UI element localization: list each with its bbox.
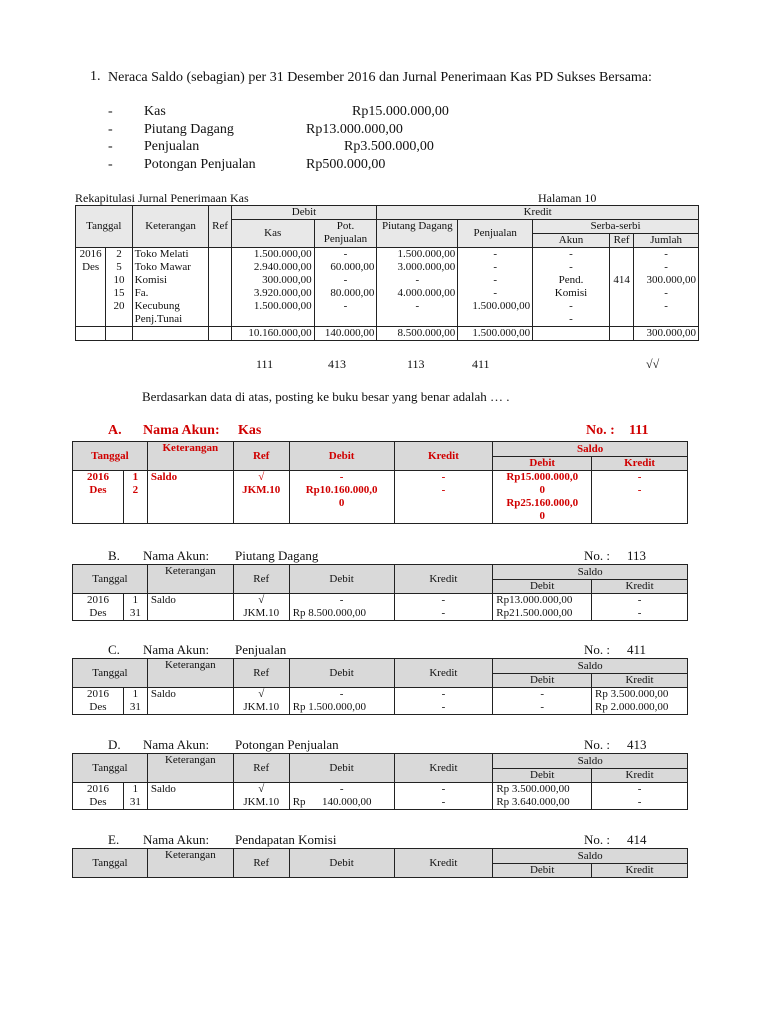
balance-item [108,104,508,122]
ledger-col-saldo: Saldo [493,849,688,864]
option-e-no: 414 [627,832,647,847]
rekap-row [76,313,699,327]
ledger-saldo-kredit: - [592,607,688,621]
col-piutang-dagang: Piutang Dagang [377,220,458,248]
col-debit: Debit [231,206,377,220]
ledger-saldo-kredit: - [592,471,688,485]
ledger-year: Des [73,701,124,715]
ledger-col-saldo-kredit: Kredit [592,674,688,688]
ledger-table-komisi [72,848,688,878]
cell-kas: 1.500.000,00 [231,248,314,262]
ledger-kredit: - [394,783,493,797]
cell-akun: - [533,300,610,313]
ledger-ref: JKM.10 [233,701,289,715]
cell-year: 2016 [76,248,106,262]
ledger-ket: Saldo [147,688,233,702]
cell-kas: 2.940.000,00 [231,261,314,274]
cell-jumlah: - [634,300,699,313]
ledger-row [73,497,688,510]
cell-day [106,313,132,327]
ledger-row [73,783,688,797]
ledger-col-saldo-debit: Debit [493,580,592,594]
ledger-saldo-debit: 0 [493,484,592,497]
ledger-row [73,471,688,485]
ledger-row [73,607,688,621]
ledger-row [73,510,688,524]
cell-piutang: 3.000.000,00 [377,261,458,274]
ledger-ket [147,796,233,810]
option-e-no-label: No. : [584,832,610,847]
option-c-no: 411 [627,642,647,657]
col-tanggal: Tanggal [76,206,133,248]
item-dash: - [108,122,113,137]
cell-akun: Pend. [533,274,610,287]
code-pot: 413 [328,357,346,371]
code-jumlah: √√ [646,357,660,371]
ledger-col-tanggal: Tanggal [73,565,148,594]
rekap-table [75,205,699,341]
total-piutang: 8.500.000,00 [377,327,458,341]
item-value: Rp3.500.000,00 [344,139,434,154]
ledger-col-saldo-debit: Debit [493,769,592,783]
cell-akun: Komisi [533,287,610,300]
rekap-total-row [76,327,699,341]
ledger-ket [147,484,233,497]
col-jumlah: Jumlah [634,234,699,248]
total-penj: 1.500.000,00 [458,327,533,341]
cell-ket: Komisi [132,274,209,287]
option-e-label: Nama Akun: [143,832,210,847]
option-d-account: Potongan Penjualan [235,737,339,752]
option-b-no: 113 [627,548,647,563]
cell-pot: - [314,274,377,287]
ledger-table-potongan [72,753,688,810]
balance-item [108,122,508,140]
ledger-ref: √ [233,594,289,608]
option-a-label: Nama Akun: [143,423,220,438]
col-ref2: Ref [609,234,633,248]
ledger-col-keterangan: Keterangan [147,849,233,878]
ledger-col-debit: Debit [289,659,394,688]
rekap-page: Halaman 10 [538,191,597,205]
cell-ket: Fa. [132,287,209,300]
item-value: Rp13.000.000,00 [306,122,403,137]
item-name: Potongan Penjualan [144,157,256,172]
ledger-debit: Rp 1.500.000,00 [289,701,394,715]
ledger-col-ref: Ref [233,849,289,878]
ledger-debit: - [289,783,394,797]
option-a-account: Kas [238,423,262,438]
item-name: Penjualan [144,139,200,154]
col-pot-penjualan: Pot. Penjualan [314,220,377,248]
ledger-col-saldo-kredit: Kredit [592,864,688,878]
ledger-col-saldo-kredit: Kredit [592,580,688,594]
ledger-saldo-debit: 0 [493,510,592,524]
option-a-no: 111 [629,423,649,438]
ledger-kredit: - [394,484,493,497]
cell-year [76,274,106,287]
cell-jumlah: - [634,248,699,262]
cell-akun: - [533,248,610,262]
option-c-no-label: No. : [584,642,610,657]
ledger-day: 31 [123,701,147,715]
ledger-ref: JKM.10 [233,607,289,621]
ledger-year: 2016 [73,783,124,797]
ledger-day: 1 [123,688,147,702]
ledger-col-saldo: Saldo [493,442,688,457]
option-d-label: Nama Akun: [143,737,210,752]
option-c-letter: C. [108,642,120,657]
option-c-account: Penjualan [235,642,287,657]
cell-ref2 [609,261,633,274]
cell-year [76,300,106,313]
option-e-letter: E. [108,832,120,847]
ledger-col-ref: Ref [233,754,289,783]
cell-day: 5 [106,261,132,274]
ledger-table-piutang [72,564,688,621]
col-ref: Ref [209,206,231,248]
cell-jumlah: - [634,261,699,274]
col-keterangan: Keterangan [132,206,209,248]
ledger-ref: √ [233,783,289,797]
ledger-col-saldo-debit: Debit [493,457,592,471]
ledger-kredit: - [394,701,493,715]
cell-ref [209,261,231,274]
ledger-col-tanggal: Tanggal [73,659,148,688]
ledger-day: 1 [123,783,147,797]
ledger-ket [147,701,233,715]
ledger-saldo-debit: - [493,701,592,715]
ledger-col-kredit: Kredit [394,754,493,783]
cell-pot: 60.000,00 [314,261,377,274]
ledger-saldo-kredit: - [592,783,688,797]
ledger-row [73,484,688,497]
ledger-saldo-debit: Rp13.000.000,00 [493,594,592,608]
ledger-row [73,688,688,702]
ledger-year: 2016 [73,594,124,608]
cell-pot: 80.000,00 [314,287,377,300]
ledger-ket: Saldo [147,783,233,797]
ledger-col-saldo-debit: Debit [493,674,592,688]
ledger-ket: Saldo [147,471,233,485]
col-serba-serbi: Serba-serbi [533,220,699,234]
ledger-year: Des [73,796,124,810]
balance-item [108,139,508,157]
ledger-saldo-debit: Rp25.160.000,0 [493,497,592,510]
ledger-ref: JKM.10 [233,484,289,497]
ledger-row [73,796,688,810]
cell-penj: 1.500.000,00 [458,300,533,313]
ledger-saldo-kredit: - [592,484,688,497]
ledger-ket: Saldo [147,594,233,608]
cell-ref2 [609,287,633,300]
ledger-col-ref: Ref [233,659,289,688]
ledger-row [73,594,688,608]
cell-piutang: 1.500.000,00 [377,248,458,262]
ledger-col-saldo: Saldo [493,565,688,580]
ledger-col-saldo-kredit: Kredit [592,457,688,471]
ledger-col-keterangan: Keterangan [147,442,233,471]
ledger-col-kredit: Kredit [394,849,493,878]
cell-penj: - [458,287,533,300]
ledger-debit: Rp10.160.000,0 [289,484,394,497]
ledger-col-keterangan: Keterangan [147,659,233,688]
col-penjualan: Penjualan [458,220,533,248]
cell-ref2 [609,248,633,262]
col-kredit: Kredit [377,206,699,220]
ledger-col-debit: Debit [289,442,394,471]
ledger-kredit: - [394,796,493,810]
ledger-saldo-kredit: Rp 3.500.000,00 [592,688,688,702]
cell-ref [209,274,231,287]
ledger-ref: √ [233,688,289,702]
ledger-kredit: - [394,594,493,608]
ledger-day: 31 [123,607,147,621]
cell-piutang: - [377,300,458,313]
ledger-year: 2016 [73,471,124,485]
rekap-title: Rekapitulasi Jurnal Penerimaan Kas [75,191,249,205]
cell-ref [209,300,231,313]
cell-ket: Toko Mawar [132,261,209,274]
option-a-no-label: No. : [586,423,615,438]
item-value: Rp500.000,00 [306,157,386,172]
ledger-col-kredit: Kredit [394,659,493,688]
cell-day: 2 [106,248,132,262]
cell-ref2: 414 [609,274,633,287]
cell-year [76,287,106,300]
ledger-day: 1 [123,471,147,485]
cell-pot: - [314,248,377,262]
ledger-saldo-kredit: Rp 2.000.000,00 [592,701,688,715]
cell-day: 15 [106,287,132,300]
col-kas: Kas [231,220,314,248]
cell-day: 20 [106,300,132,313]
cell-akun: - [533,261,610,274]
cell-penj: - [458,261,533,274]
cell-penj [458,313,533,327]
balance-item [108,157,508,175]
ledger-saldo-kredit: - [592,796,688,810]
ledger-year: Des [73,607,124,621]
question-prompt: Berdasarkan data di atas, posting ke buku besar yang benar adalah … . [142,389,510,404]
cell-ref2 [609,300,633,313]
option-d-no: 413 [627,737,647,752]
cell-piutang [377,313,458,327]
ledger-year: Des [73,484,124,497]
cell-penj: - [458,248,533,262]
item-name: Kas [144,104,166,119]
option-e-account: Pendapatan Komisi [235,832,337,847]
item-name: Piutang Dagang [144,122,234,137]
ledger-col-tanggal: Tanggal [73,754,148,783]
ledger-debit: Rp 8.500.000,00 [289,607,394,621]
code-kas: 111 [256,357,274,371]
option-b-account: Piutang Dagang [235,548,319,563]
cell-ket: Penj.Tunai [132,313,209,327]
ledger-col-keterangan: Keterangan [147,754,233,783]
cell-ref [209,248,231,262]
question-text: Neraca Saldo (sebagian) per 31 Desember 2016 dan Jurnal Penerimaan Kas PD Sukses Bersama: [108,70,652,85]
item-dash: - [108,157,113,172]
option-d-letter: D. [108,737,121,752]
cell-jumlah: - [634,287,699,300]
ledger-kredit: - [394,688,493,702]
cell-day: 10 [106,274,132,287]
rekap-row [76,287,699,300]
ledger-ket [147,607,233,621]
rekap-row [76,261,699,274]
rekap-row [76,300,699,313]
cell-year [76,313,106,327]
ledger-debit: Rp 140.000,00 [289,796,394,810]
ledger-day: 1 [123,594,147,608]
cell-kas [231,313,314,327]
option-b-letter: B. [108,548,120,563]
ledger-day: 31 [123,796,147,810]
cell-pot: - [314,300,377,313]
ledger-saldo-debit: Rp 3.500.000,00 [493,783,592,797]
cell-jumlah: 300.000,00 [634,274,699,287]
cell-ket: Toko Melati [132,248,209,262]
option-b-label: Nama Akun: [143,548,210,563]
ledger-debit: - [289,688,394,702]
cell-jumlah [634,313,699,327]
col-akun: Akun [533,234,610,248]
ledger-col-ref: Ref [233,442,289,471]
ledger-col-tanggal: Tanggal [73,442,148,471]
cell-ref [209,287,231,300]
ledger-col-kredit: Kredit [394,565,493,594]
cell-penj: - [458,274,533,287]
ledger-saldo-debit: Rp 3.640.000,00 [493,796,592,810]
ledger-col-saldo: Saldo [493,754,688,769]
option-b-no-label: No. : [584,548,610,563]
rekap-row [76,274,699,287]
ledger-saldo-debit: - [493,688,592,702]
total-kas: 10.160.000,00 [231,327,314,341]
ledger-kredit: - [394,471,493,485]
total-jumlah: 300.000,00 [634,327,699,341]
ledger-col-saldo: Saldo [493,659,688,674]
ledger-col-keterangan: Keterangan [147,565,233,594]
cell-kas: 3.920.000,00 [231,287,314,300]
ledger-row [73,701,688,715]
item-dash: - [108,104,113,119]
ledger-year: 2016 [73,688,124,702]
ledger-debit: - [289,471,394,485]
code-penj: 411 [472,357,490,371]
ledger-col-debit: Debit [289,849,394,878]
cell-pot [314,313,377,327]
ledger-col-kredit: Kredit [394,442,493,471]
option-d-no-label: No. : [584,737,610,752]
ledger-table-kas [72,441,688,524]
cell-ref [209,313,231,327]
total-pot: 140.000,00 [314,327,377,341]
ledger-kredit: - [394,607,493,621]
ledger-table-penjualan [72,658,688,715]
ledger-ref: √ [233,471,289,485]
cell-piutang: 4.000.000,00 [377,287,458,300]
item-value: Rp15.000.000,00 [352,104,449,119]
ledger-col-debit: Debit [289,754,394,783]
ledger-col-saldo-kredit: Kredit [592,769,688,783]
item-dash: - [108,139,113,154]
ledger-col-debit: Debit [289,565,394,594]
ledger-saldo-debit: Rp21.500.000,00 [493,607,592,621]
ledger-day: 2 [123,484,147,497]
ledger-debit: 0 [289,497,394,510]
option-c-label: Nama Akun: [143,642,210,657]
code-piutang: 113 [407,357,425,371]
cell-piutang: - [377,274,458,287]
rekap-row [76,248,699,262]
ledger-saldo-kredit: - [592,594,688,608]
cell-year: Des [76,261,106,274]
cell-kas: 300.000,00 [231,274,314,287]
cell-akun: - [533,313,610,327]
ledger-saldo-debit: Rp15.000.000,0 [493,471,592,485]
ledger-col-ref: Ref [233,565,289,594]
ledger-debit: - [289,594,394,608]
cell-kas: 1.500.000,00 [231,300,314,313]
ledger-ref: JKM.10 [233,796,289,810]
ledger-col-saldo-debit: Debit [493,864,592,878]
ledger-col-tanggal: Tanggal [73,849,148,878]
cell-ket: Kecubung [132,300,209,313]
question-number: 1. [90,69,101,84]
option-a-letter: A. [108,423,122,438]
cell-ref2 [609,313,633,327]
